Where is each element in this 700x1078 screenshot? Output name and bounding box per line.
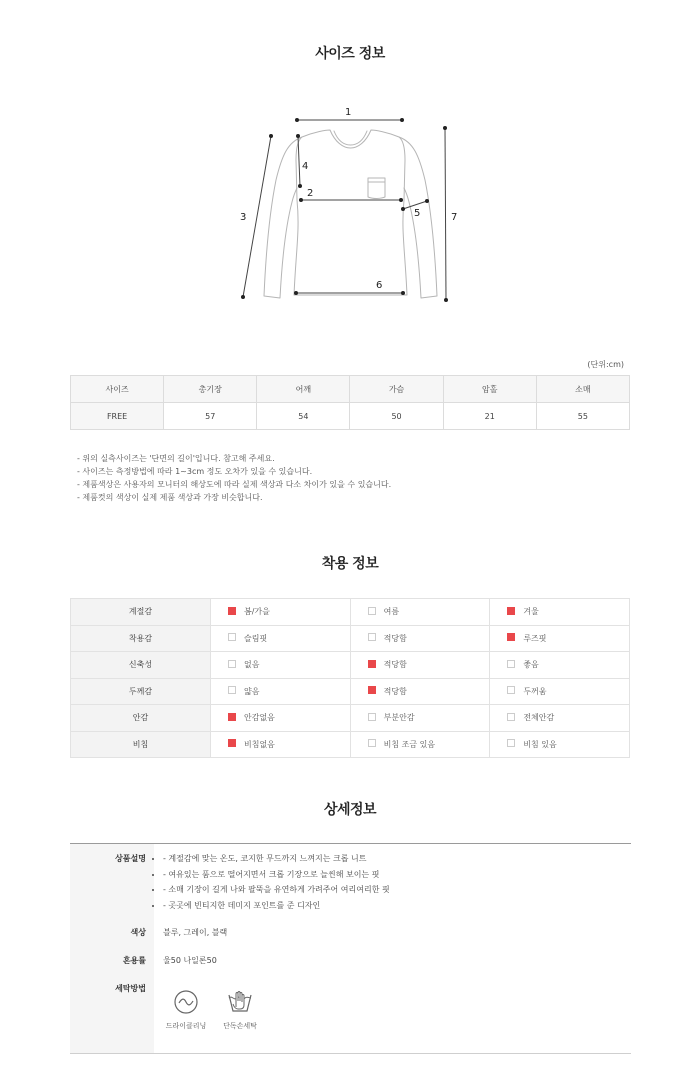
unchecked-box-icon — [507, 739, 515, 747]
unchecked-box-icon — [228, 686, 236, 694]
sweater-measurement-diagram — [230, 100, 470, 310]
measure-label-5: 5 — [414, 208, 421, 219]
table-row — [71, 705, 630, 732]
wash-item-text: 단독손세탁 — [223, 1022, 257, 1030]
fit-option — [490, 625, 630, 652]
description-item: • - 계절감에 맞는 온도, 코지한 무드까지 느껴지는 크롭 니트 — [163, 851, 390, 867]
unchecked-box-icon — [368, 713, 376, 721]
table-row — [71, 678, 630, 705]
size-cell: 21 — [443, 403, 536, 430]
wash-label: 세탁방법 — [115, 984, 146, 993]
fit-option — [211, 678, 351, 705]
checked-box-icon — [228, 713, 236, 721]
size-header-cell: 소매 — [536, 376, 629, 403]
fit-option — [490, 705, 630, 732]
fit-option-text: 없음 — [244, 660, 260, 670]
fit-row-label: 두께감 — [71, 678, 211, 705]
size-cell: 50 — [350, 403, 443, 430]
fit-option-text: 얇음 — [244, 686, 260, 696]
wash-item-dry-clean — [156, 989, 216, 1031]
size-cell: 54 — [257, 403, 350, 430]
fit-option — [350, 625, 490, 652]
color-label: 색상 — [130, 928, 146, 937]
size-header-cell: 암홀 — [443, 376, 536, 403]
measure-label-1: 1 — [345, 107, 352, 118]
table-row — [71, 403, 630, 430]
size-header-cell: 총기장 — [164, 376, 257, 403]
unchecked-box-icon — [507, 660, 515, 668]
checked-box-icon — [368, 660, 376, 668]
fit-option — [211, 705, 351, 732]
wash-item-text: 드라이클리닝 — [165, 1022, 207, 1030]
fit-option-text: 비침 있음 — [523, 739, 557, 749]
fit-option-text: 비침없음 — [244, 739, 275, 749]
size-table-header — [71, 376, 630, 403]
size-cell: FREE — [71, 403, 164, 430]
note-item: - 제품컷의 색상이 실제 제품 색상과 가장 비슷합니다. — [77, 493, 263, 502]
measure-label-7: 7 — [451, 212, 458, 223]
fit-option — [211, 599, 351, 626]
unchecked-box-icon — [368, 607, 376, 615]
unchecked-box-icon — [228, 660, 236, 668]
fit-option — [490, 652, 630, 679]
size-header-cell: 어깨 — [257, 376, 350, 403]
size-info-title: 사이즈 정보 — [315, 46, 385, 62]
fit-option — [211, 731, 351, 758]
note-item: - 위의 실측사이즈는 '단면의 길이'입니다. 참고해 주세요. — [77, 454, 275, 463]
fit-option — [350, 731, 490, 758]
fit-row-label: 계절감 — [71, 599, 211, 626]
description-label: 상품설명 — [115, 854, 146, 863]
size-cell: 57 — [164, 403, 257, 430]
table-row — [71, 652, 630, 679]
measure-label-6: 6 — [376, 280, 383, 291]
fit-option-text: 봄/가을 — [244, 607, 270, 617]
table-row — [71, 731, 630, 758]
description-item: • - 여유있는 품으로 떨어지면서 크롭 기장으로 늘씬해 보이는 핏 — [163, 867, 390, 883]
fit-option-text: 겨울 — [523, 607, 539, 617]
note-item: - 제품색상은 사용자의 모니터의 해상도에 따라 실제 색상과 다소 차이가 있을 수 있습니다. — [77, 480, 392, 489]
detail-panel — [70, 843, 631, 1054]
size-table — [70, 375, 630, 430]
note-item: - 사이즈는 측정방법에 따라 1~3cm 정도 오차가 있을 수 있습니다. — [77, 467, 313, 476]
fit-info-table — [70, 598, 630, 758]
fit-option-text: 루즈핏 — [523, 633, 547, 643]
checked-box-icon — [368, 686, 376, 694]
fit-option-text: 안감없음 — [244, 713, 275, 723]
unchecked-box-icon — [228, 633, 236, 641]
description-item: • - 소매 기장이 길게 나와 팔뚝을 유연하게 가려주어 여리여리한 핏 — [163, 882, 390, 898]
measure-label-2: 2 — [307, 188, 314, 199]
fit-option — [350, 705, 490, 732]
fit-option — [350, 678, 490, 705]
fit-option-text: 적당함 — [383, 686, 407, 696]
fit-row-label: 신축성 — [71, 652, 211, 679]
fit-option — [490, 731, 630, 758]
material-value: 울50 나일론50 — [163, 956, 217, 965]
measure-label-3: 3 — [240, 212, 247, 223]
description-list — [163, 851, 390, 913]
fit-option — [350, 599, 490, 626]
fit-option-text: 적당함 — [383, 660, 407, 670]
fit-option-text: 비침 조금 있음 — [383, 739, 436, 749]
description-item: • - 곳곳에 빈티지한 데미지 포인트를 준 디자인 — [163, 898, 390, 914]
material-label: 혼용률 — [122, 956, 146, 965]
fit-option-text: 두꺼움 — [523, 686, 547, 696]
color-value: 블루, 그레이, 블랙 — [163, 928, 228, 937]
fit-option-text: 부분안감 — [383, 713, 415, 723]
fit-option-text: 슬림핏 — [244, 633, 268, 643]
checked-box-icon — [507, 633, 515, 641]
checked-box-icon — [228, 739, 236, 747]
fit-option-text: 적당함 — [383, 633, 407, 643]
unchecked-box-icon — [368, 633, 376, 641]
fit-option — [350, 652, 490, 679]
unchecked-box-icon — [507, 713, 515, 721]
fit-option — [490, 599, 630, 626]
wash-item-hand-wash — [210, 989, 270, 1031]
measure-label-4: 4 — [302, 161, 309, 172]
checked-box-icon — [507, 607, 515, 615]
unchecked-box-icon — [507, 686, 515, 694]
dry-clean-icon — [173, 989, 199, 1015]
table-row — [71, 625, 630, 652]
sweater-outline — [294, 130, 407, 295]
size-header-cell: 사이즈 — [71, 376, 164, 403]
fit-option-text: 전체안감 — [523, 713, 555, 723]
fit-option-text: 좋음 — [523, 660, 539, 670]
detail-label-column — [70, 844, 154, 1053]
size-cell: 55 — [536, 403, 629, 430]
size-notes — [77, 452, 391, 504]
unchecked-box-icon — [368, 739, 376, 747]
hand-wash-icon — [226, 989, 254, 1015]
chest-pocket — [368, 178, 385, 199]
fit-row-label: 안감 — [71, 705, 211, 732]
fit-row-label: 착용감 — [71, 625, 211, 652]
table-row — [71, 599, 630, 626]
size-header-cell: 가슴 — [350, 376, 443, 403]
checked-box-icon — [228, 607, 236, 615]
detail-title: 상세정보 — [323, 802, 377, 818]
fit-info-title: 착용 정보 — [321, 556, 379, 572]
fit-option — [490, 678, 630, 705]
fit-row-label: 비침 — [71, 731, 211, 758]
fit-option-text: 여름 — [383, 607, 400, 617]
fit-option — [211, 625, 351, 652]
fit-option — [211, 652, 351, 679]
unit-note: (단위:cm) — [587, 360, 624, 369]
